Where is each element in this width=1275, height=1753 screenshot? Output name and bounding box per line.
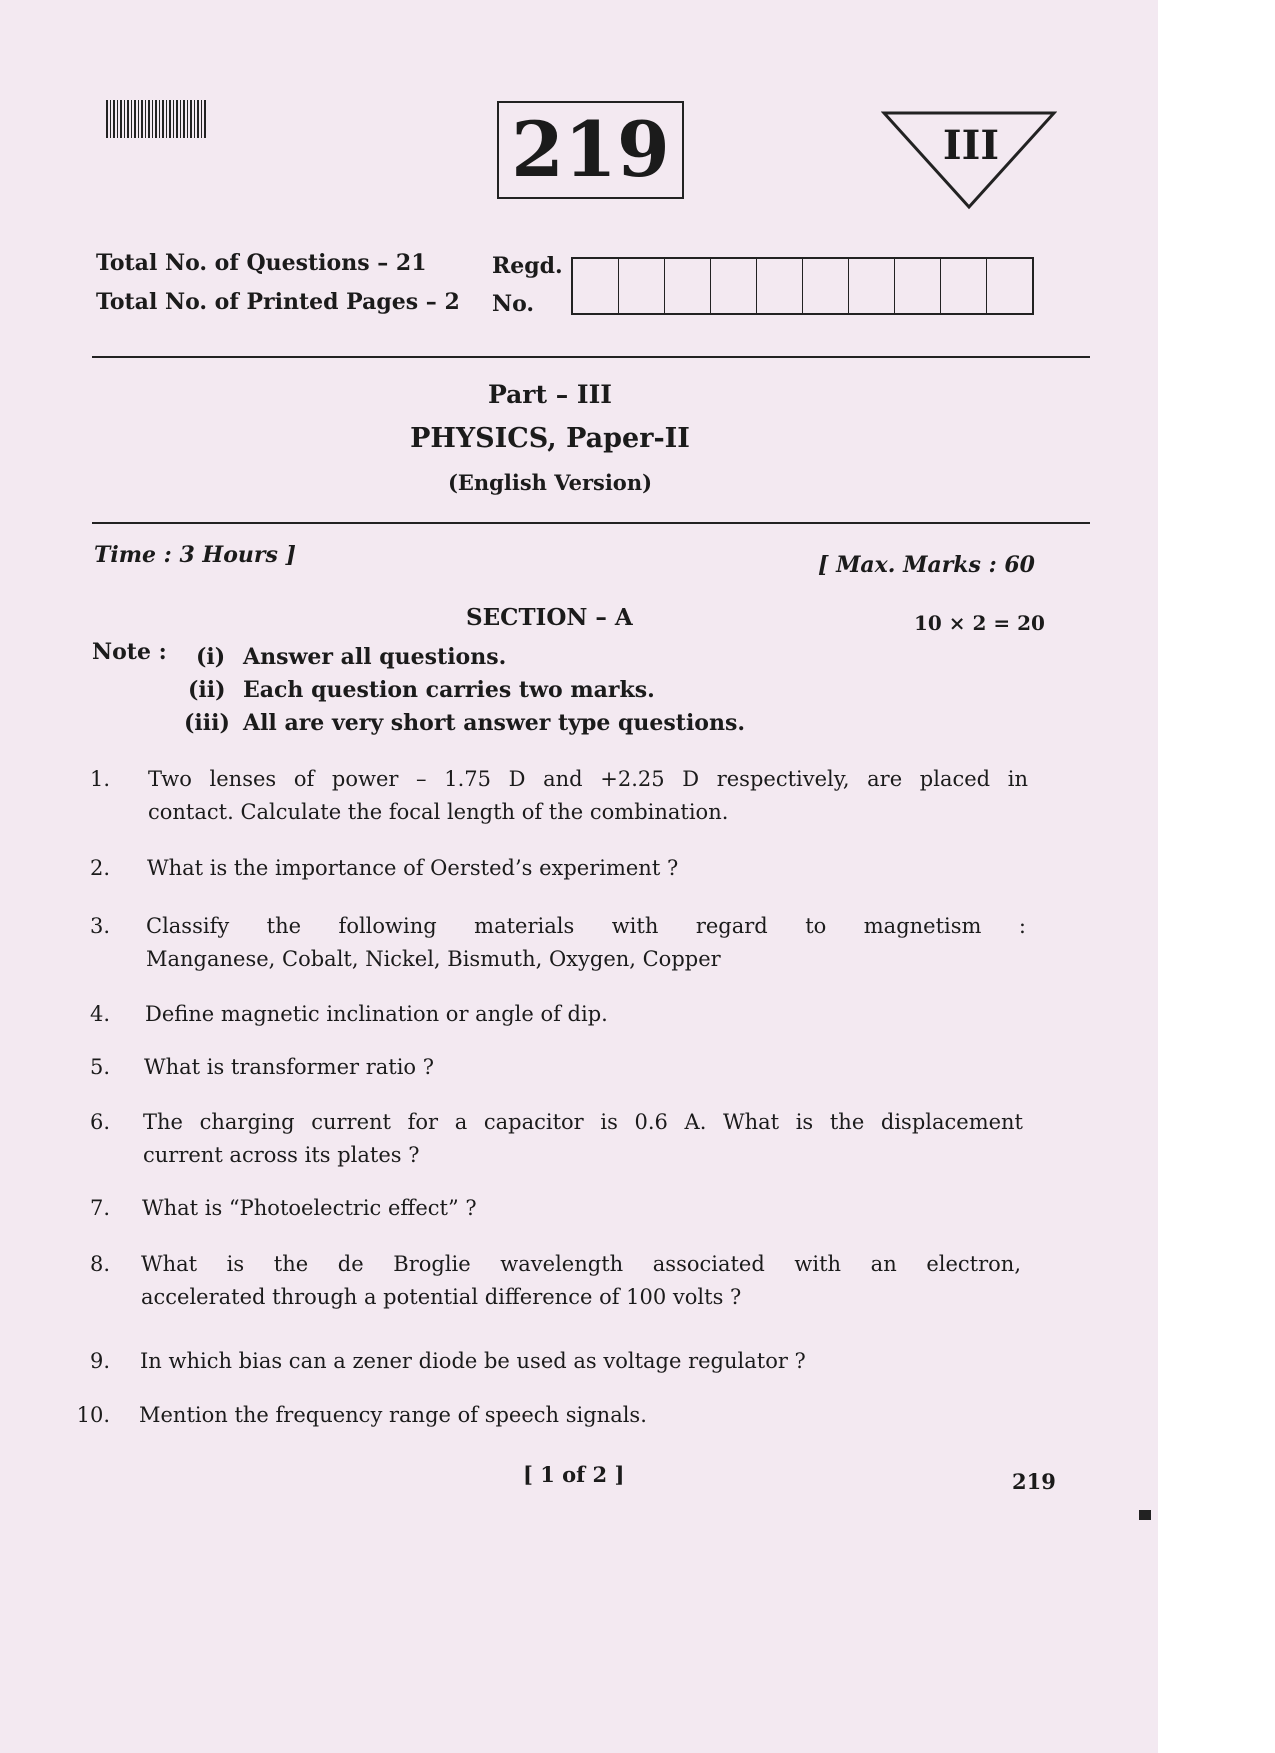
regd-cell xyxy=(987,259,1032,313)
question-text xyxy=(147,852,1027,885)
regd-cell xyxy=(711,259,757,313)
question-line: contact. Calculate the focal length of the combination. xyxy=(148,800,729,824)
question-number: 3. xyxy=(89,914,110,938)
header-rule xyxy=(92,356,1090,358)
title-rule xyxy=(92,522,1090,524)
question-line: Two lenses of power – 1.75 D and +2.25 D respectively, are placed in xyxy=(148,767,1028,791)
question-text xyxy=(143,1106,1023,1172)
question-number: 10. xyxy=(76,1403,110,1427)
question-line: Define magnetic inclination or angle of dip. xyxy=(145,1002,608,1026)
note-number: (iii) xyxy=(184,710,230,736)
scan-mark xyxy=(1139,1510,1151,1520)
question-text xyxy=(140,1345,1020,1378)
version-title: (English Version) xyxy=(447,470,653,495)
question-line: What is the importance of Oersted’s experiment ? xyxy=(147,856,679,880)
question-line: current across its plates ? xyxy=(143,1143,420,1167)
question-text xyxy=(146,910,1026,976)
scan-edge xyxy=(1158,0,1275,1753)
question-number: 8. xyxy=(89,1252,110,1276)
note-text: Answer all questions. xyxy=(243,644,507,670)
note-number: (i) xyxy=(196,644,226,670)
section-title: SECTION – A xyxy=(466,604,633,631)
question-number: 9. xyxy=(89,1349,110,1373)
regd-cell xyxy=(803,259,849,313)
question-text xyxy=(144,1051,1024,1084)
note-text: Each question carries two marks. xyxy=(243,677,655,703)
question-line: What is transformer ratio ? xyxy=(144,1055,435,1079)
question-number: 4. xyxy=(89,1002,110,1026)
max-marks-label: [ Max. Marks : 60 xyxy=(818,552,1035,578)
total-pages: Total No. of Printed Pages – 2 xyxy=(96,289,460,315)
question-line: Manganese, Cobalt, Nickel, Bismuth, Oxygen, Copper xyxy=(146,947,721,971)
question-text xyxy=(145,998,1025,1031)
question-number: 7. xyxy=(89,1196,110,1220)
question-text xyxy=(139,1399,1019,1432)
question-line: The charging current for a capacitor is 0.6 A. What is the displacement xyxy=(143,1110,1023,1134)
question-line: What is the de Broglie wavelength associated with an electron, xyxy=(141,1252,1021,1276)
barcode-image xyxy=(106,100,206,138)
question-number: 6. xyxy=(89,1110,110,1134)
question-text xyxy=(142,1192,1022,1225)
regd-label: Regd. xyxy=(492,253,563,279)
question-line: Mention the frequency range of speech signals. xyxy=(139,1403,647,1427)
footer-code: 219 xyxy=(1012,1469,1056,1494)
note-text: All are very short answer type questions. xyxy=(243,710,746,736)
regd-cell xyxy=(665,259,711,313)
time-label: Time : 3 Hours ] xyxy=(94,542,296,568)
question-line: Classify the following materials with regard to magnetism : xyxy=(146,914,1026,938)
question-number: 5. xyxy=(89,1055,110,1079)
note-label: Note : xyxy=(92,639,167,665)
total-questions: Total No. of Questions – 21 xyxy=(96,250,427,276)
page-number: [ 1 of 2 ] xyxy=(523,1462,625,1487)
question-line: accelerated through a potential difference of 100 volts ? xyxy=(141,1285,742,1309)
part-title: Part – III xyxy=(487,380,613,409)
question-text xyxy=(148,763,1028,829)
part-badge: III xyxy=(942,122,1000,169)
subject-title: PHYSICS, Paper-II xyxy=(410,423,690,454)
regd-cell xyxy=(941,259,987,313)
question-text xyxy=(141,1248,1021,1314)
section-marks: 10 × 2 = 20 xyxy=(914,611,1045,635)
regd-no-label: No. xyxy=(492,291,535,317)
regd-cell xyxy=(757,259,803,313)
registration-number-boxes xyxy=(571,257,1034,315)
regd-cell xyxy=(849,259,895,313)
note-number: (ii) xyxy=(188,677,226,703)
question-line: What is “Photoelectric effect” ? xyxy=(142,1196,477,1220)
paper-code-box: 219 xyxy=(497,101,684,199)
question-number: 1. xyxy=(89,767,110,791)
question-line: In which bias can a zener diode be used as voltage regulator ? xyxy=(140,1349,806,1373)
regd-cell xyxy=(619,259,665,313)
question-number: 2. xyxy=(89,856,110,880)
regd-cell xyxy=(895,259,941,313)
regd-cell xyxy=(573,259,619,313)
